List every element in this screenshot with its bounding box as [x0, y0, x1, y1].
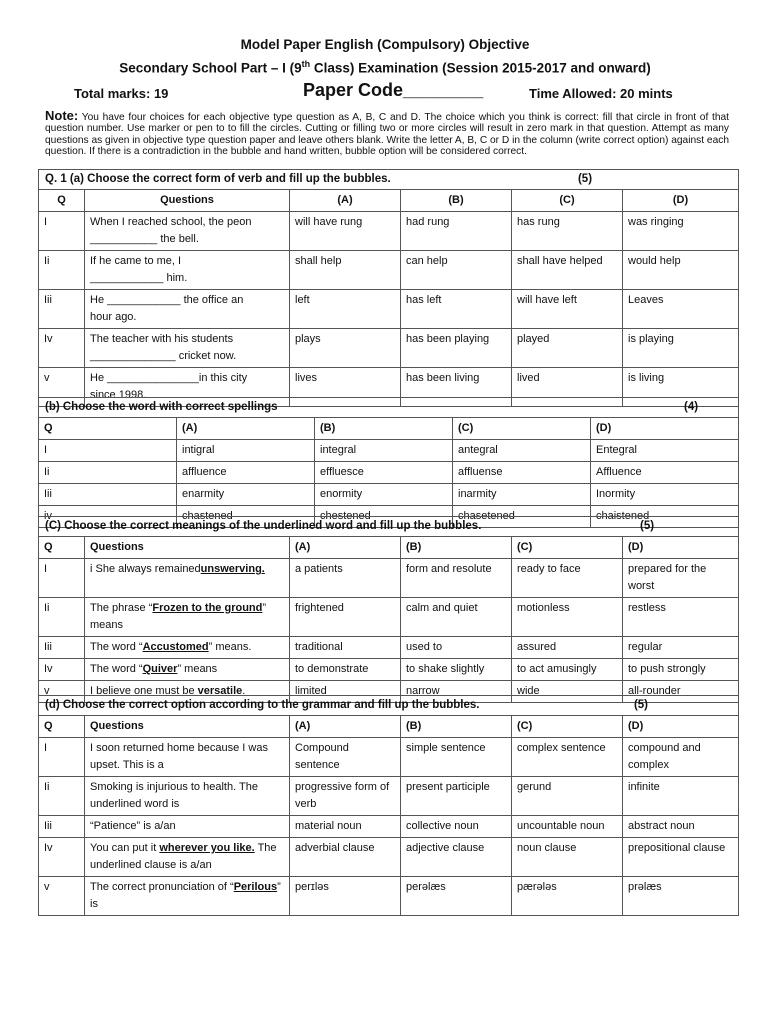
paper-subtitle: Secondary School Part – I (9th Class) Examination (Session 2015-2017 and onward)	[119, 59, 651, 76]
option-d[interactable]: Affluence	[591, 462, 739, 484]
option-b[interactable]: integral	[315, 440, 453, 462]
question-text-post: ” is	[90, 881, 281, 910]
section-a-table	[38, 169, 739, 407]
col-d: (D)	[623, 537, 739, 559]
option-a[interactable]: enarmity	[177, 484, 315, 506]
col-q: Q	[39, 716, 85, 738]
question-text	[85, 251, 290, 290]
question-text	[85, 329, 290, 368]
col-q: Q	[39, 190, 85, 212]
section-b-table	[38, 397, 739, 528]
question-number: v	[39, 681, 85, 703]
question-text	[85, 777, 290, 816]
question-number: Iii	[39, 290, 85, 329]
question-text	[85, 877, 290, 916]
col-b: (B)	[401, 716, 512, 738]
option-d[interactable]: abstract noun	[623, 816, 739, 838]
option-b[interactable]: form and resolute	[401, 559, 512, 598]
option-b[interactable]: present participle	[401, 777, 512, 816]
col-c: (C)	[512, 190, 623, 212]
question-line-2: ___________ the bell.	[90, 233, 199, 245]
option-d[interactable]: compound and complex	[623, 738, 739, 777]
question-text-pre: The phrase “	[90, 602, 153, 614]
question-text-pre: I soon returned home because I was upset. This is a	[90, 742, 268, 771]
question-line-2: ____________ him.	[90, 272, 188, 284]
option-c[interactable]: affluense	[453, 462, 591, 484]
option-b[interactable]: perəlæs	[401, 877, 512, 916]
option-c[interactable]: uncountable noun	[512, 816, 623, 838]
option-d[interactable]: restless	[623, 598, 739, 637]
underlined-term: unswerving.	[200, 563, 265, 575]
option-d[interactable]: would help	[623, 251, 739, 290]
question-text	[85, 659, 290, 681]
option-c[interactable]: wide	[512, 681, 623, 703]
col-d: (D)	[623, 190, 739, 212]
option-a[interactable]: intigral	[177, 440, 315, 462]
question-number: Ii	[39, 462, 177, 484]
col-questions: Questions	[85, 190, 290, 212]
underlined-term: wherever you like.	[159, 842, 255, 854]
option-b[interactable]: has been living	[401, 368, 512, 407]
question-number: I	[39, 738, 85, 777]
col-c: (C)	[512, 537, 623, 559]
question-number: I	[39, 212, 85, 251]
instructions-note: Note: You have four choices for each objective type question as A, B, C and D. The choice which you think is correct: fill that circle in front of that question number. Use marker or pen to to fill the circles. Cutting or filling two or more circles will result in zero mark in that question. Attempt as many questions as given in objective type question paper and leave others blank. Write the letter A, B, C or D in the column (write correct option) against each question. If there is a contradiction in the bubble and hand written, bubble option will be considered correct.	[45, 108, 729, 158]
option-d[interactable]: is playing	[623, 329, 739, 368]
question-text	[85, 838, 290, 877]
section-d-heading: (d) Choose the correct option according to the grammar and fill up the bubbles. (5)	[39, 696, 739, 716]
question-number: I	[39, 559, 85, 598]
col-q: Q	[39, 537, 85, 559]
option-d[interactable]: Entegral	[591, 440, 739, 462]
question-text-post: The underlined clause is a/an	[90, 842, 277, 871]
col-a: (A)	[290, 716, 401, 738]
question-text-post: ” means	[90, 602, 267, 631]
total-marks: Total marks: 19	[74, 86, 169, 101]
option-d[interactable]: to push strongly	[623, 659, 739, 681]
option-b[interactable]: to shake slightly	[401, 659, 512, 681]
section-a-heading: Q. 1 (a) Choose the correct form of verb and fill up the bubbles. (5)	[39, 170, 739, 190]
option-c[interactable]: motionless	[512, 598, 623, 637]
option-b[interactable]: narrow	[401, 681, 512, 703]
option-a[interactable]: adverbial clause	[290, 838, 401, 877]
question-text-post: ” means.	[208, 641, 252, 653]
question-number: Iv	[39, 838, 85, 877]
col-a: (A)	[177, 418, 315, 440]
option-b[interactable]: calm and quiet	[401, 598, 512, 637]
question-number: Ii	[39, 598, 85, 637]
question-text	[85, 598, 290, 637]
col-c: (C)	[453, 418, 591, 440]
question-row	[39, 838, 739, 877]
option-c[interactable]: pærələs	[512, 877, 623, 916]
question-number: Ii	[39, 777, 85, 816]
question-row	[39, 251, 739, 290]
question-number: Iv	[39, 659, 85, 681]
option-b[interactable]: had rung	[401, 212, 512, 251]
question-number: Iii	[39, 637, 85, 659]
section-c-heading: (C) Choose the correct meanings of the underlined word and fill up the bubbles. (5)	[39, 517, 739, 537]
question-text-post: .	[242, 685, 246, 697]
option-a[interactable]: frightened	[290, 598, 401, 637]
question-text-pre: i She always remained	[90, 563, 201, 575]
option-b[interactable]: chestened	[315, 506, 453, 528]
question-row	[39, 440, 739, 462]
underlined-term: Quiver	[142, 663, 178, 675]
option-a[interactable]: progressive form of verb	[290, 777, 401, 816]
question-number: I	[39, 440, 177, 462]
option-a[interactable]: a patients	[290, 559, 401, 598]
option-b[interactable]: can help	[401, 251, 512, 290]
option-b[interactable]: has left	[401, 290, 512, 329]
col-a: (A)	[290, 190, 401, 212]
question-line-2: ______________ cricket now.	[90, 350, 237, 362]
col-d: (D)	[591, 418, 739, 440]
question-text	[85, 816, 290, 838]
col-b: (B)	[401, 537, 512, 559]
question-text	[85, 290, 290, 329]
question-row	[39, 329, 739, 368]
question-number: v	[39, 877, 85, 916]
option-a[interactable]: will have rung	[290, 212, 401, 251]
question-line-2: hour ago.	[90, 311, 137, 323]
question-text-post: ” means	[177, 663, 218, 675]
question-text-pre: “Patience” is a/an	[90, 820, 176, 832]
option-d[interactable]: was ringing	[623, 212, 739, 251]
section-b-heading: (b) Choose the word with correct spellings (4)	[39, 398, 739, 418]
question-row	[39, 659, 739, 681]
option-c[interactable]: will have left	[512, 290, 623, 329]
option-a[interactable]: shall help	[290, 251, 401, 290]
time-allowed: Time Allowed: 20 mints	[529, 86, 673, 101]
option-c[interactable]: lived	[512, 368, 623, 407]
option-a[interactable]: material noun	[290, 816, 401, 838]
option-a[interactable]: limited	[290, 681, 401, 703]
col-q: Q	[39, 418, 177, 440]
question-text-pre: You can put it	[90, 842, 160, 854]
question-line-1: If he came to me, I	[90, 255, 182, 267]
option-d[interactable]: regular	[623, 637, 739, 659]
option-c[interactable]: antegral	[453, 440, 591, 462]
option-a[interactable]: perɪləs	[290, 877, 401, 916]
question-text	[85, 738, 290, 777]
option-d[interactable]: is living	[623, 368, 739, 407]
paper-title: Model Paper English (Compulsory) Objective	[240, 37, 530, 52]
paper-code: Paper Code________	[303, 80, 484, 100]
option-d[interactable]: all-rounder	[623, 681, 739, 703]
question-number: Iii	[39, 484, 177, 506]
option-c[interactable]: inarmity	[453, 484, 591, 506]
option-d[interactable]: infinite	[623, 777, 739, 816]
question-row	[39, 738, 739, 777]
option-d[interactable]: prəlæs	[623, 877, 739, 916]
col-c: (C)	[512, 716, 623, 738]
option-c[interactable]: noun clause	[512, 838, 623, 877]
underlined-term: Perilous	[233, 881, 278, 893]
underlined-term: versatile	[197, 685, 243, 697]
option-b[interactable]: enormity	[315, 484, 453, 506]
question-text-pre: Smoking is injurious to health. The underlined word is	[90, 781, 258, 810]
question-text-pre: The correct pronunciation of “	[90, 881, 234, 893]
option-c[interactable]: shall have helped	[512, 251, 623, 290]
col-b: (B)	[401, 190, 512, 212]
question-row	[39, 484, 739, 506]
option-c[interactable]: has rung	[512, 212, 623, 251]
question-row	[39, 777, 739, 816]
option-a[interactable]: affluence	[177, 462, 315, 484]
question-row	[39, 462, 739, 484]
option-a[interactable]: to demonstrate	[290, 659, 401, 681]
option-b[interactable]: collective noun	[401, 816, 512, 838]
option-d[interactable]: chaistened	[591, 506, 739, 528]
question-line-1: He ____________ the office an	[90, 294, 244, 306]
question-text-pre: The word “	[90, 663, 143, 675]
col-a: (A)	[290, 537, 401, 559]
question-row	[39, 598, 739, 637]
option-a[interactable]: chastened	[177, 506, 315, 528]
question-row	[39, 637, 739, 659]
question-text	[85, 559, 290, 598]
question-row	[39, 877, 739, 916]
question-row	[39, 559, 739, 598]
option-a[interactable]: Compound sentence	[290, 738, 401, 777]
underlined-term: Frozen to the ground	[152, 602, 263, 614]
option-d[interactable]: Leaves	[623, 290, 739, 329]
section-c-table	[38, 516, 739, 703]
question-line-1: When I reached school, the peon	[90, 216, 252, 228]
option-b[interactable]: effluesce	[315, 462, 453, 484]
option-b[interactable]: has been playing	[401, 329, 512, 368]
option-c[interactable]: played	[512, 329, 623, 368]
question-number: Iii	[39, 816, 85, 838]
option-d[interactable]: prepositional clause	[623, 838, 739, 877]
question-line-2: since 1998.	[90, 389, 147, 401]
option-c[interactable]: chasetened	[453, 506, 591, 528]
option-d[interactable]: Inormity	[591, 484, 739, 506]
col-b: (B)	[315, 418, 453, 440]
section-d-table	[38, 695, 739, 916]
question-text-pre: The word “	[90, 641, 143, 653]
question-text-pre: I believe one must be	[90, 685, 198, 697]
option-c[interactable]: to act amusingly	[512, 659, 623, 681]
col-d: (D)	[623, 716, 739, 738]
question-number: Iv	[39, 329, 85, 368]
option-c[interactable]: ready to face	[512, 559, 623, 598]
option-b[interactable]: simple sentence	[401, 738, 512, 777]
option-c[interactable]: assured	[512, 637, 623, 659]
option-d[interactable]: prepared for the worst	[623, 559, 739, 598]
question-line-1: He _______________in this city	[90, 372, 248, 384]
question-number: Ii	[39, 251, 85, 290]
option-a[interactable]: lives	[290, 368, 401, 407]
option-c[interactable]: complex sentence	[512, 738, 623, 777]
question-number: iv	[39, 506, 177, 528]
col-questions: Questions	[85, 716, 290, 738]
question-line-1: The teacher with his students	[90, 333, 234, 345]
question-row	[39, 290, 739, 329]
question-row	[39, 816, 739, 838]
option-b[interactable]: adjective clause	[401, 838, 512, 877]
option-b[interactable]: used to	[401, 637, 512, 659]
question-number: v	[39, 368, 85, 407]
question-row	[39, 212, 739, 251]
col-questions: Questions	[85, 537, 290, 559]
option-c[interactable]: gerund	[512, 777, 623, 816]
option-a[interactable]: traditional	[290, 637, 401, 659]
option-a[interactable]: plays	[290, 329, 401, 368]
question-text	[85, 212, 290, 251]
option-a[interactable]: left	[290, 290, 401, 329]
question-text	[85, 637, 290, 659]
underlined-term: Accustomed	[142, 641, 209, 653]
